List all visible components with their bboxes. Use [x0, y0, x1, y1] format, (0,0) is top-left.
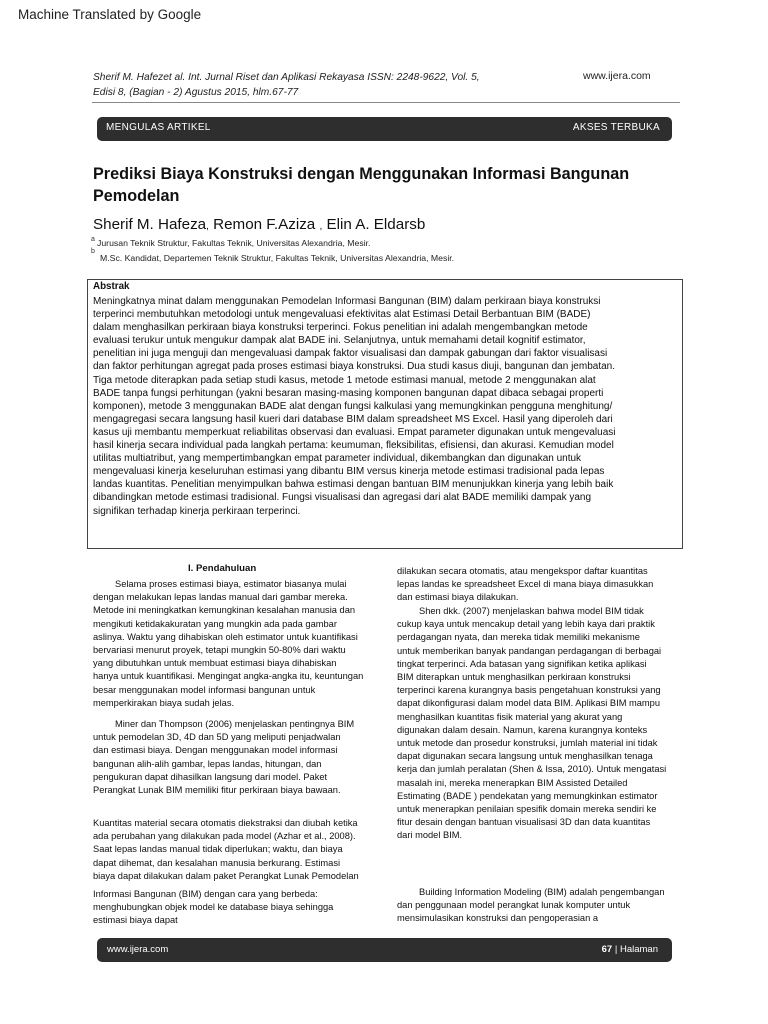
abstract-line: dalam menghasilkan perkiraan biaya konstruksi terperinci. Fokus penelitian ini adalah mengembangkan metode [93, 322, 588, 334]
affiliation-a-mark: a [91, 236, 95, 243]
text-line: mensimulasikan konstruksi dan pengoperasian a [397, 913, 599, 924]
abstract-line: Tiga metode diterapkan pada setiap studi kasus, metode 1 metode estimasi manual, metode 2 menggunakan alat [93, 374, 596, 386]
author-3: Elin A. Eldarsb [326, 216, 426, 233]
header-rule [92, 102, 680, 103]
text-line: Perangkat Lunak BIM memiliki fitur perkiraan biaya bawaan. [93, 785, 341, 796]
journal-url[interactable]: www.ijera.com [583, 70, 651, 82]
abstract-line: utilitas multiatribut, yang mempertimbangkan empat parameter individual, dikembangkan dan digunakan untuk [93, 453, 582, 465]
text-line: terperinci karena kurangnya basis pengetahuan konstruksi yang [397, 685, 661, 696]
affiliation-a: Jurusan Teknik Struktur, Fakultas Teknik, Universitas Alexandria, Mesir. [97, 238, 371, 248]
text-line: Saat lepas landas manual tidak diperlukan; waktu, dan biaya [93, 844, 343, 855]
paper-title [93, 163, 693, 207]
left-column-p3 [93, 817, 383, 883]
abstract-line: signifikan terhadap kinerja perkiraan terperinci. [93, 505, 301, 517]
abstract-line: Meningkatnya minat dalam menggunakan Pemodelan Informasi Bangunan (BIM) dalam perkiraan biaya konstruksi [93, 296, 601, 307]
text-line: pengukuran dapat dihasilkan langsung dari model. Paket [93, 771, 328, 782]
page-footer [97, 938, 672, 962]
text-line: dapat dikonfigurasi dalam model data BIM. Aplikasi BIM mampu [397, 698, 661, 709]
text-line: lepas landas ke spreadsheet Excel di mana biaya dimasukkan [397, 579, 654, 590]
text-line: aslinya. Waktu yang dihabiskan oleh estimator untuk kuantifikasi [93, 631, 358, 642]
text-line: dengan melakukan lepas landas manual dari gambar mereka. [93, 592, 348, 603]
abstract-line: kasus uji membantu memperkuat reliabilitas observasi dan evaluasi. Empat parameter digunakan untuk mengevaluasi [93, 426, 616, 438]
right-column-p2 [397, 605, 687, 843]
text-line: dan estimasi biaya dilakukan. [397, 592, 519, 603]
text-line: Shen dkk. (2007) menjelaskan bahwa model BIM tidak [419, 606, 644, 616]
text-line: dapat digunakan secara langsung untuk menghasilkan tenaga [397, 751, 653, 762]
text-line: dapat dihemat, dan kesalahan manusia berkurang. Estimasi [93, 857, 341, 868]
text-line: dilakukan secara otomatis, atau mengekspor daftar kuantitas [397, 566, 648, 576]
right-column-p1 [397, 565, 687, 605]
abstract-line: mengagregasi secara langsung hasil kueri dari database BIM dalam spreadsheet MS Excel. Hasil yang diperoleh dari [93, 413, 613, 425]
right-column-p3 [397, 886, 687, 926]
left-column-p4 [93, 888, 383, 928]
author-list [93, 216, 425, 233]
text-line: Estimating (BADE ) pendekatan yang memungkinkan estimator [397, 790, 658, 801]
text-line: Miner dan Thompson (2006) menjelaskan pentingnya BIM [115, 719, 355, 729]
left-column-p2 [93, 718, 383, 797]
author-separator: , [206, 221, 209, 232]
author-1: Sherif M. Hafeza [93, 216, 207, 233]
affiliation-b-mark: b [91, 248, 95, 255]
abstract-line: mengevaluasi kinerja keseluruhan estimasi yang dibantu BIM versus kinerja metode estimasi tradisional pada lepas [93, 466, 605, 478]
abstract-line: penelitian ini juga menguji dan mengevaluasi dampak faktor visualisasi dan dampak gabungan dari faktor visualisasi [93, 348, 608, 360]
text-line: ada perubahan yang dilakukan pada model (Azhar et al., 2008). [93, 831, 356, 842]
article-type-bar [97, 117, 672, 141]
text-line: BIM diterapkan untuk menghasilkan perkiraan konstruksi [397, 672, 631, 683]
text-line: cukup kaya untuk mencakup detail yang lebih kaya dari praktik [397, 619, 655, 630]
journal-citation [93, 70, 533, 100]
machine-translation-banner: Machine Translated by Google [18, 7, 202, 22]
text-line: bervariasi menurut proyek, tetapi mungkin 50-80% dari waktu [93, 645, 346, 656]
text-line: memperkirakan biaya sudah jelas. [93, 697, 235, 708]
page-label: Halaman [619, 944, 658, 955]
abstract-line: terperinci membutuhkan metodologi untuk mengevaluasi efektivitas alat Estimasi Detail Berbantuan BIM (BADE) [93, 309, 591, 321]
text-line: dari model BIM. [397, 830, 463, 841]
text-line: Metode ini meningkatkan kemungkinan kesalahan manusia dan [93, 605, 356, 616]
footer-url[interactable]: www.ijera.com [107, 944, 169, 955]
section-heading-introduction: I. Pendahuluan [188, 563, 257, 574]
text-line: masalah ini, mereka menerapkan BIM Assisted Detailed [397, 777, 628, 788]
author-2: Remon F.Aziza [213, 216, 316, 233]
text-line: bangunan alih-alih gambar, lepas landas, hitungan, dan [93, 758, 322, 769]
left-column-p1 [93, 578, 383, 710]
affiliation-b: M.Sc. Kandidat, Departemen Teknik Struktur, Fakultas Teknik, Universitas Alexandria, Mesir. [100, 253, 455, 263]
text-line: menghasilkan kuantitas fisik material yang akurat yang [397, 711, 623, 722]
text-line: digunakan dalam desain. Namun, karena kurangnya konteks [397, 724, 648, 735]
text-line: Informasi Bangunan (BIM) dengan cara yang berbeda: [93, 889, 318, 899]
text-line: biaya dapat dilakukan dalam paket Perangkat Lunak Pemodelan [93, 870, 359, 881]
abstract-line: komponen), metode 3 menggunakan BADE alat dengan fungsi kalkulasi yang memungkinkan pengguna menghitung/ [93, 400, 613, 412]
title-line-1: Prediksi Biaya Konstruksi dengan Menggunakan Informasi Bangunan [93, 165, 630, 183]
text-line: hanya untuk kuantifikasi. Mengingat angka-angka itu, keuntungan [93, 671, 364, 682]
abstract-line: dibandingkan metode estimasi tradisional. Fungsi visualisasi dan agregasi dari alat BADE memiliki dampak yang [93, 492, 592, 504]
text-line: untuk pemodelan 3D, 4D dan 5D yang meliputi penjadwalan [93, 732, 341, 743]
abstract-line: evaluasi terukur untuk mengukur dampak alat BADE ini. Selanjutnya, untuk memahami detail kognitif estimator, [93, 335, 586, 347]
text-line: perdagangan nyata, dan mereka tidak memiliki mekanisme [397, 632, 640, 643]
article-type-label: MENGULAS ARTIKEL [106, 122, 211, 133]
text-line: untuk memberikan banyak pandangan perdagangan di berbagai [397, 645, 662, 656]
text-line: untuk metode dan prosedur konstruksi, jumlah material ini tidak [397, 738, 658, 749]
abstract-line: dan faktor perhitungan agregat pada proses estimasi biaya konstruksi. Dua studi kasus diuji, bangunan dan jembatan. [93, 361, 615, 373]
text-line: dan penggunaan model perangkat lunak komputer untuk [397, 900, 631, 911]
abstract-heading: Abstrak [93, 281, 130, 292]
title-line-2: Pemodelan [93, 187, 180, 205]
text-line: Kuantitas material secara otomatis diekstraksi dan diubah ketika [93, 818, 358, 828]
text-line: Building Information Modeling (BIM) adalah pengembangan [419, 887, 665, 897]
open-access-label: AKSES TERBUKA [572, 122, 660, 133]
abstract-line: BADE tanpa fungsi perhitungan (yakni besaran masing-masing komponen bangunan dapat dibaca sebagai properti [93, 387, 604, 399]
citation-line-2: Edisi 8, (Bagian - 2) Agustus 2015, hlm.67-77 [93, 87, 299, 98]
text-line: fitur desain dengan bantuan visualisasi 3D dan data kuantitas [397, 817, 651, 828]
text-line: besar menggunakan model informasi bangunan untuk [93, 684, 316, 695]
abstract-line: hasil kinerja secara individual pada langkah pertama: keumuman, fleksibilitas, efisiensi, dan akurasi. Kemudian model [93, 440, 614, 452]
abstract-text [93, 295, 681, 518]
page-number-value: 67 [601, 944, 613, 955]
citation-line-1: Sherif M. Hafezet al. Int. Jurnal Riset dan Aplikasi Rekayasa ISSN: 2248-9622, Vol. 5, [93, 72, 480, 83]
text-line: mengikuti ketidakakuratan yang mungkin ada pada gambar [93, 618, 337, 629]
text-line: estimasi biaya dapat [93, 915, 178, 926]
text-line: tingkat terperinci. Ada batasan yang signifikan ketika aplikasi [397, 658, 647, 669]
page-separator: | [614, 944, 618, 955]
text-line: yang dibutuhkan untuk membuat estimasi biaya dihabiskan [93, 658, 337, 669]
text-line: dan estimasi biaya. Dengan menggunakan model informasi [93, 745, 338, 756]
text-line: kerja dan jumlah peralatan (Shen & Issa, 2010). Untuk mengatasi [397, 764, 667, 775]
author-separator: , [319, 221, 323, 232]
abstract-line: landas kuantitas. Penelitian menyimpulkan bahwa estimasi dengan bantuan BIM menunjukkan kinerja yang lebih baik [93, 479, 614, 491]
text-line: Selama proses estimasi biaya, estimator biasanya mulai [115, 579, 347, 589]
page-number [602, 944, 658, 955]
text-line: untuk menerapkan penilaian spesifik domain mereka sendiri ke [397, 804, 657, 815]
text-line: menghubungkan objek model ke database biaya sehingga [93, 902, 334, 913]
